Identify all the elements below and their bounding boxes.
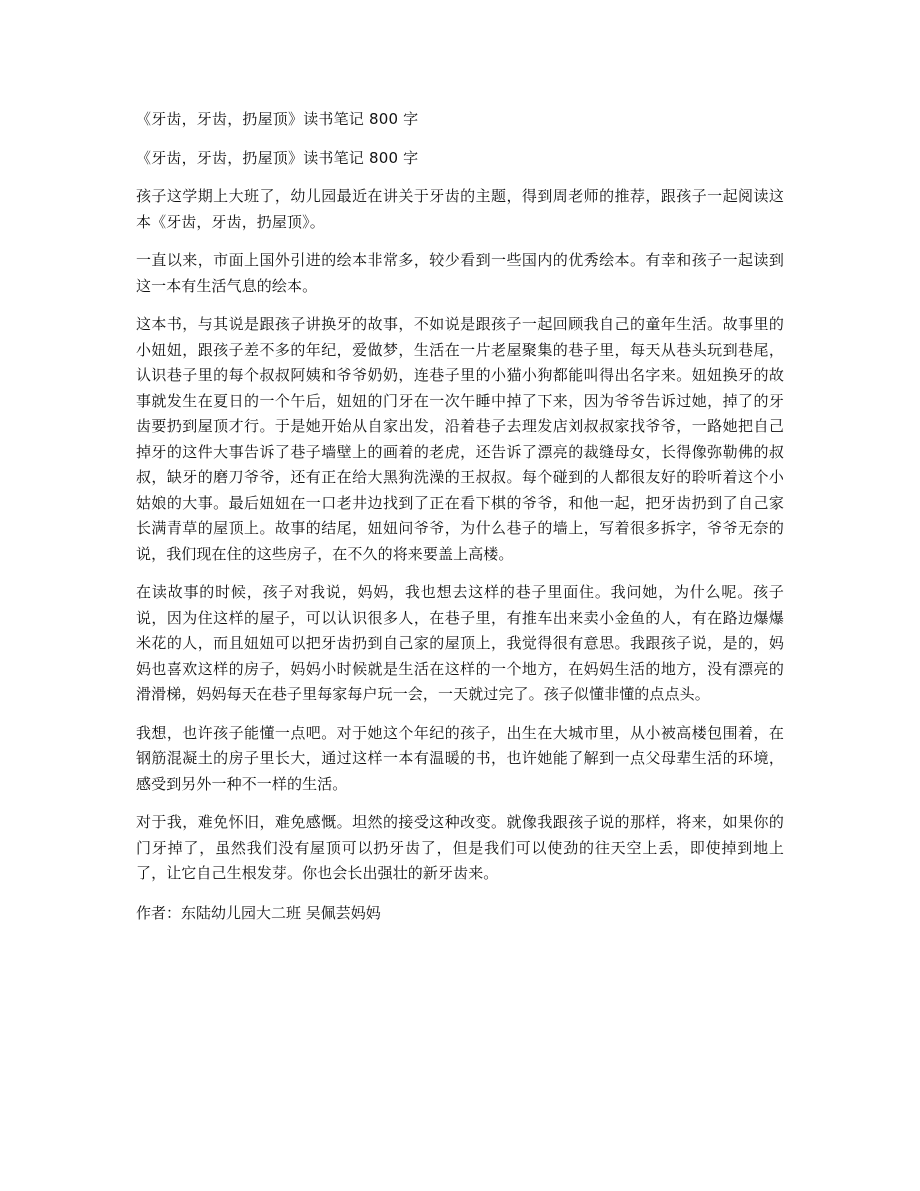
- paragraph-intro: 孩子这学期上大班了，幼儿园最近在讲关于牙齿的主题，得到周老师的推荐，跟孩子一起阅读这本《牙齿，牙齿，扔屋顶》。: [136, 187, 784, 231]
- document-title: 《牙齿，牙齿，扔屋顶》读书笔记 800 字: [136, 110, 419, 128]
- paragraph-story-summary: 这本书，与其说是跟孩子讲换牙的故事，不如说是跟孩子一起回顾我自己的童年生活。故事里的小妞妞，跟孩子差不多的年纪，爱做梦，生活在一片老屋聚集的巷子里，每天从巷头玩到巷尾，认识巷子里的每个叔叔阿姨和爷爷奶奶，连巷子里的小猫小狗都能叫得出名字来。妞妞换牙的故事就发生在夏日的一个午后，妞妞的门牙在一次午睡中掉了下来，因为爷爷告诉过她，掉了的牙齿要扔到屋顶才行。于是她开始从自家出发，沿着巷子去理发店刘叔叔家找爷爷，一路她把自己掉牙的这件大事告诉了巷子墙壁上的画着的老虎，还告诉了漂亮的裁缝母女，长得像弥勒佛的叔叔，缺牙的磨刀爷爷，还有正在给大黑狗洗澡的王叔叔。每个碰到的人都很友好的聆听着这个小姑娘的大事。最后妞妞在一口老井边找到了正在看下棋的爷爷，和他一起，把牙齿扔到了自己家长满青草的屋顶上。故事的结尾，妞妞问爷爷，为什么巷子的墙上，写着很多拆字，爷爷无奈的说，我们现在住的这些房子，在不久的将来要盖上高楼。: [136, 315, 784, 563]
- author-line: 作者：东陆幼儿园大二班 吴佩芸妈妈: [136, 903, 381, 922]
- paragraph-child-conversation: 在读故事的时候，孩子对我说，妈妈，我也想去这样的巷子里面住。我问她，为什么呢。孩子说，因为住这样的屋子，可以认识很多人，在巷子里，有推车出来卖小金鱼的人，有在路边爆爆米花的人，而且妞妞可以把牙齿扔到自己家的屋顶上，我觉得很有意思。我跟孩子说，是的，妈妈也喜欢这样的房子，妈妈小时候就是生活在这样的一个地方，在妈妈生活的地方，没有漂亮的滑滑梯，妈妈每天在巷子里每家每户玩一会，一天就过完了。孩子似懂非懂的点点头。: [136, 583, 784, 703]
- paragraph-reflection: 我想，也许孩子能懂一点吧。对于她这个年纪的孩子，出生在大城市里，从小被高楼包围着，在钢筋混凝土的房子里长大，通过这样一本有温暖的书，也许她能了解到一点父母辈生活的环境，感受到另外一种不一样的生活。: [136, 723, 784, 793]
- paragraph-conclusion: 对于我，难免怀旧，难免感慨。坦然的接受这种改变。就像我跟孩子说的那样，将来，如果你的门牙掉了，虽然我们没有屋顶可以扔牙齿了，但是我们可以使劲的往天空上丢，即使掉到地上了，让它自己生根发芽。你也会长出强壮的新牙齿来。: [136, 813, 784, 882]
- document-body: [136, 106, 784, 926]
- document-subtitle: 《牙齿，牙齿，扔屋顶》读书笔记 800 字: [136, 149, 419, 167]
- paragraph-background: 一直以来，市面上国外引进的绘本非常多，较少看到一些国内的优秀绘本。有幸和孩子一起读到这一本有生活气息的绘本。: [136, 251, 784, 295]
